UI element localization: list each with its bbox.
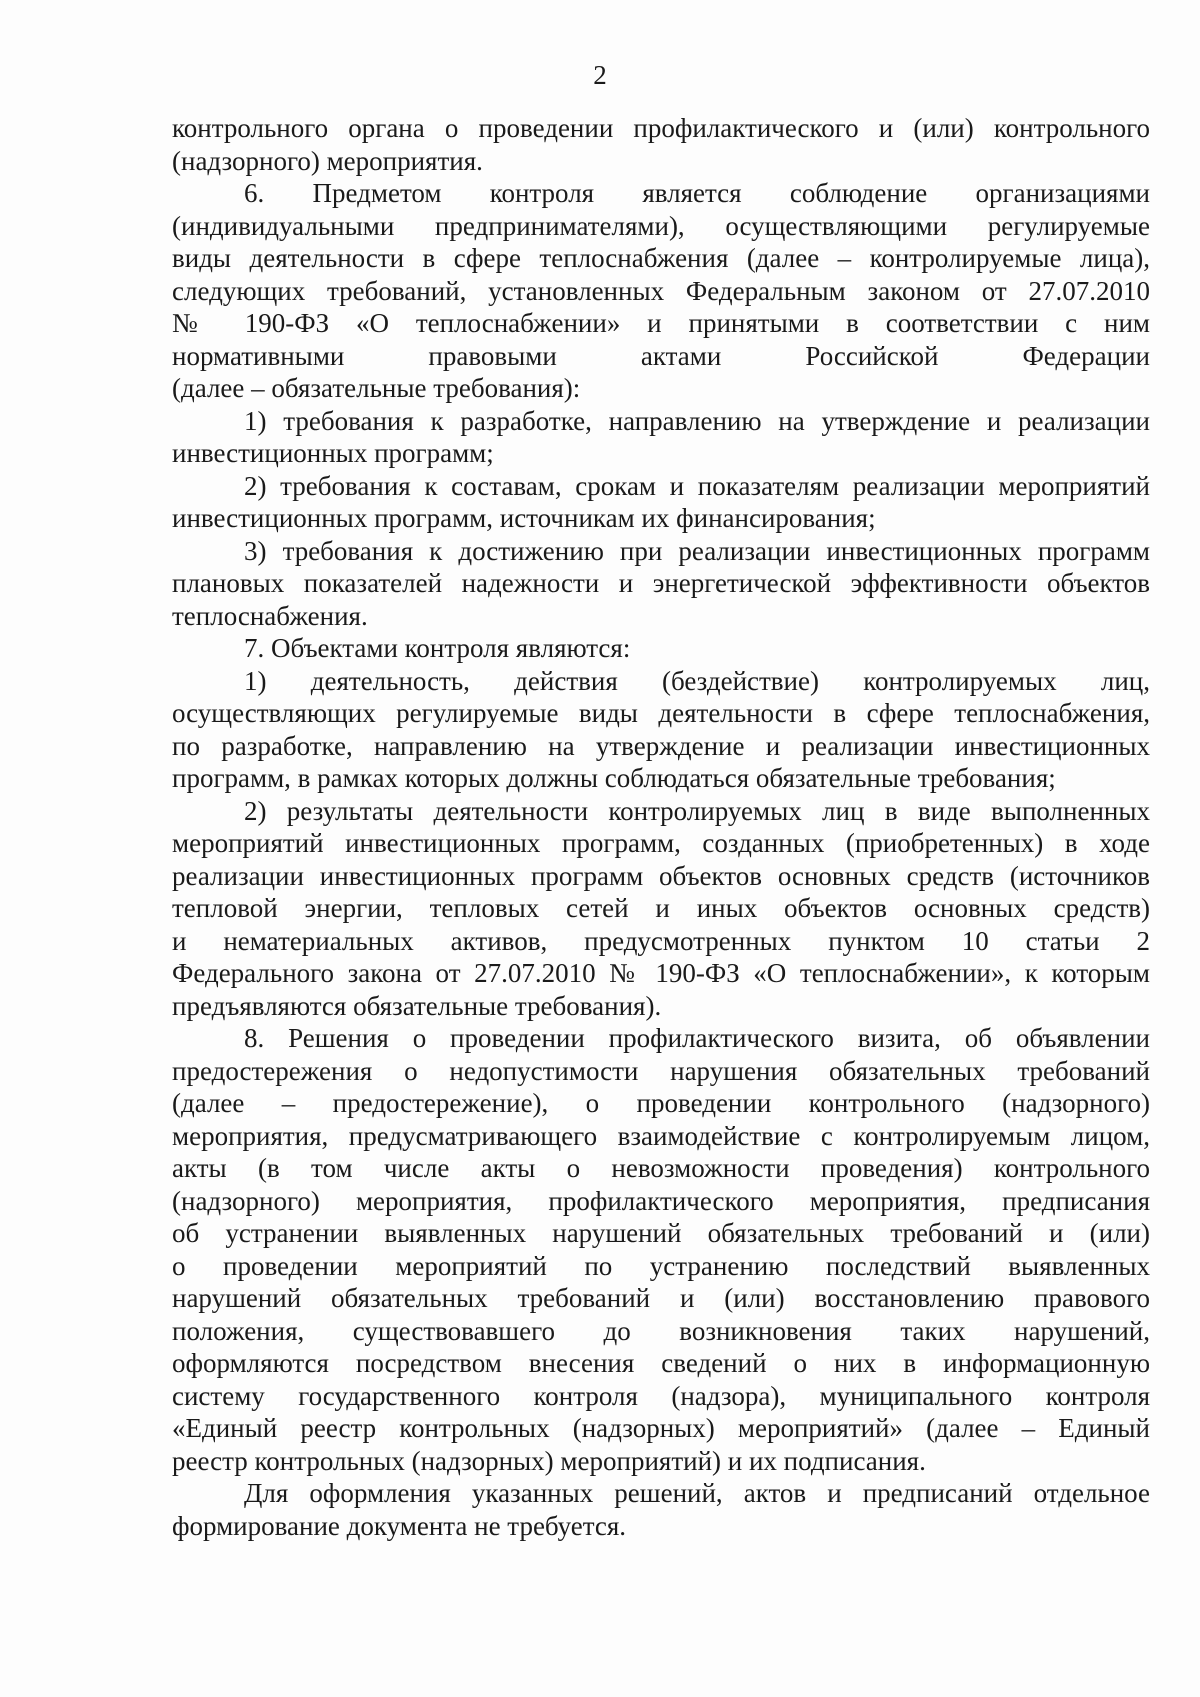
text-line: тепловой энергии, тепловых сетей и иных объектов основных средств) — [172, 893, 1150, 923]
text-line: осуществляющих регулируемые виды деятельности в сфере теплоснабжения, — [172, 698, 1150, 728]
text-line: контрольного органа о проведении профилактического и (или) контрольного — [172, 113, 1150, 143]
text-line: по разработке, направлению на утверждение и реализации инвестиционных — [172, 730, 1150, 761]
text-line: оформляются посредством внесения сведений о них в информационную — [172, 1348, 1150, 1378]
text-line: формирование документа не требуется. — [172, 1510, 627, 1541]
page-number: 2 — [593, 60, 607, 90]
text-line: программ, в рамках которых должны соблюдаться обязательные требования; — [172, 763, 1056, 793]
text-line: об устранении выявленных нарушений обязательных требований и (или) — [172, 1218, 1150, 1248]
text-line: нормативными правовыми актами Российской Федерации — [172, 340, 1150, 371]
text-line: реализации инвестиционных программ объектов основных средств (источников — [172, 860, 1150, 891]
text-line: теплоснабжения. — [172, 600, 368, 631]
text-line: систему государственного контроля (надзора), муниципального контроля — [172, 1380, 1150, 1411]
document-body — [172, 112, 1150, 1542]
text-line: 3) требования к достижению при реализации инвестиционных программ — [244, 535, 1150, 566]
text-line: и нематериальных активов, предусмотренных пунктом 10 статьи 2 — [172, 925, 1150, 956]
text-line: инвестиционных программ; — [172, 438, 494, 468]
text-line: акты (в том числе акты о невозможности проведения) контрольного — [172, 1153, 1150, 1183]
text-line: реестр контрольных (надзорных) мероприятий) и их подписания. — [172, 1445, 926, 1476]
text-line: инвестиционных программ, источникам их финансирования; — [172, 503, 876, 533]
text-line: 7. Объектами контроля являются: — [244, 633, 631, 663]
text-line: следующих требований, установленных Федеральным законом от 27.07.2010 — [172, 275, 1150, 306]
text-line: 6. Предметом контроля является соблюдение организациями — [244, 178, 1150, 208]
text-line: (надзорного) мероприятия. — [172, 145, 483, 176]
text-line: плановых показателей надежности и энергетической эффективности объектов — [172, 568, 1150, 598]
text-line: 8. Решения о проведении профилактического визита, об объявлении — [244, 1023, 1150, 1053]
text-line: (индивидуальными предпринимателями), осуществляющими регулируемые — [172, 210, 1150, 241]
text-line: мероприятия, предусматривающего взаимодействие с контролируемым лицом, — [172, 1120, 1150, 1151]
text-line: 2) требования к составам, срокам и показателям реализации мероприятий — [244, 470, 1150, 501]
text-line: мероприятий инвестиционных программ, созданных (приобретенных) в ходе — [172, 828, 1150, 858]
text-line: (надзорного) мероприятия, профилактического мероприятия, предписания — [172, 1185, 1150, 1216]
text-line: предъявляются обязательные требования). — [172, 990, 662, 1021]
text-line: (далее – предостережение), о проведении контрольного (надзорного) — [172, 1088, 1150, 1118]
text-line: (далее – обязательные требования): — [172, 373, 581, 403]
text-line: Федерального закона от 27.07.2010 № 190-ФЗ «О теплоснабжении», к которым — [172, 958, 1150, 988]
text-line: положения, существовавшего до возникновения таких нарушений, — [172, 1315, 1150, 1346]
text-line: № 190-ФЗ «О теплоснабжении» и принятыми в соответствии с ним — [172, 308, 1150, 338]
text-line: виды деятельности в сфере теплоснабжения (далее – контролируемые лица), — [172, 243, 1150, 273]
text-line: 1) требования к разработке, направлению на утверждение и реализации — [244, 405, 1150, 436]
text-line: нарушений обязательных требований и (или) восстановлению правового — [172, 1283, 1150, 1313]
text-line: 1) деятельность, действия (бездействие) контролируемых лиц, — [244, 665, 1150, 696]
text-line: 2) результаты деятельности контролируемых лиц в виде выполненных — [244, 795, 1150, 826]
text-line: о проведении мероприятий по устранению последствий выявленных — [172, 1250, 1150, 1281]
text-line: Для оформления указанных решений, актов и предписаний отдельное — [244, 1478, 1150, 1508]
text-line: предостережения о недопустимости нарушения обязательных требований — [172, 1055, 1150, 1086]
text-line: «Единый реестр контрольных (надзорных) мероприятий» (далее – Единый — [172, 1413, 1150, 1443]
